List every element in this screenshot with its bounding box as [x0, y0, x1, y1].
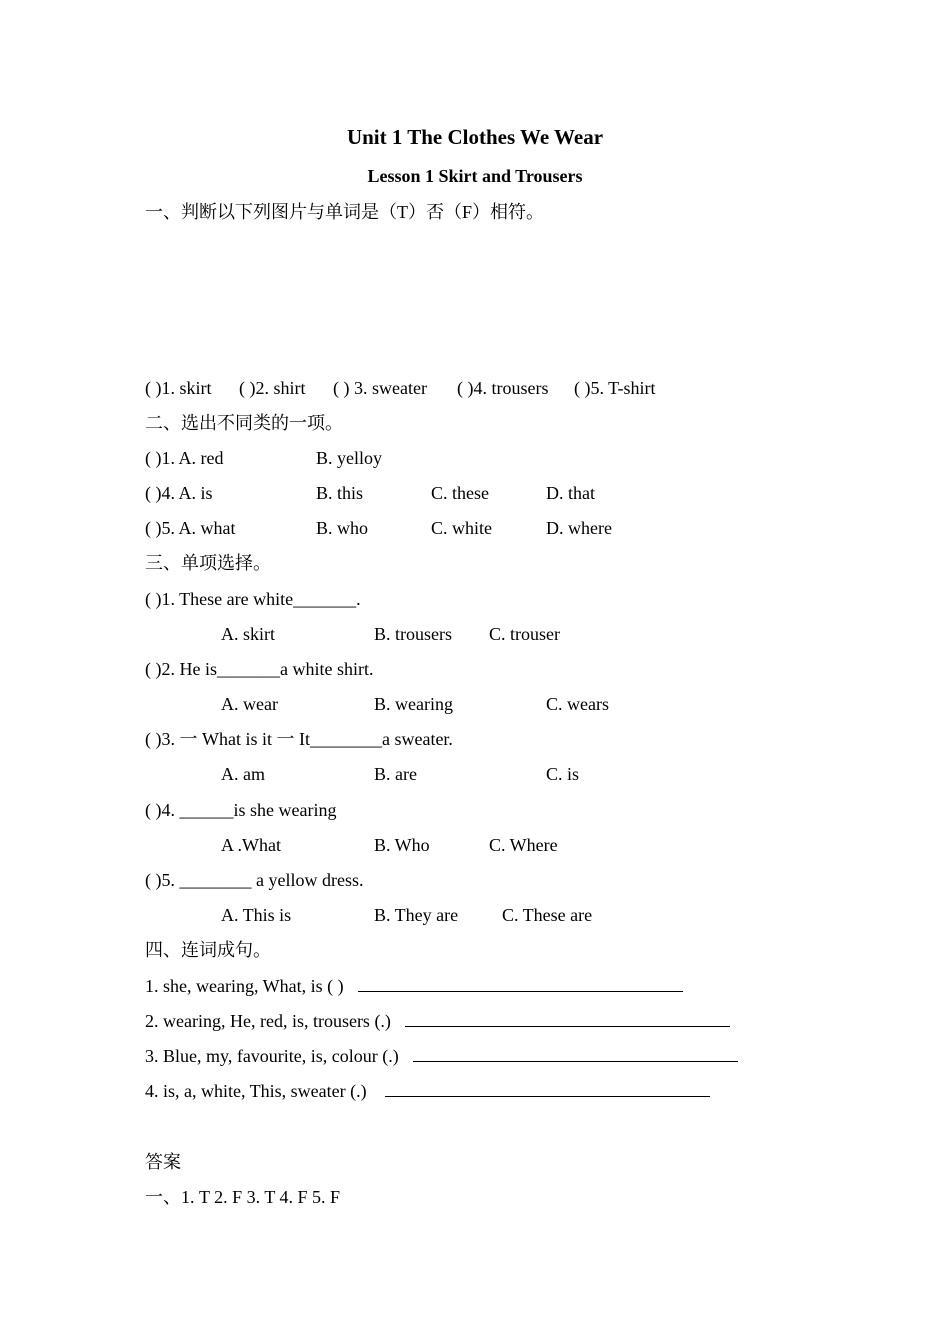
page-title: Unit 1 The Clothes We Wear — [346, 125, 604, 149]
lesson-subtitle: Lesson 1 Skirt and Trousers — [367, 166, 583, 186]
option-c: C. is — [546, 764, 580, 784]
option-c: C. These are — [502, 905, 593, 925]
option-a: A. skirt — [221, 624, 275, 644]
option-c: C. Where — [489, 835, 558, 855]
answer-line — [358, 974, 683, 992]
question-number: ( )4. A. is — [145, 483, 213, 503]
option-c: C. wears — [546, 694, 609, 714]
option-b: B. wearing — [374, 694, 453, 714]
sentence-item — [145, 974, 683, 998]
answers-line: 一、1. T 2. F 3. T 4. F 5. F — [145, 1187, 341, 1207]
option-b: B. yelloy — [316, 448, 382, 468]
option-c: C. white — [431, 518, 492, 538]
sentence-item — [145, 1009, 730, 1033]
scrambled-words: 3. Blue, my, favourite, is, colour (.) — [145, 1046, 399, 1066]
question-number: ( )1. A. red — [145, 448, 224, 468]
question-stem: ( )3. 一 What is it 一 It________a sweater. — [145, 729, 453, 749]
section1-item: ( )5. T-shirt — [574, 378, 656, 398]
section1-item: ( )1. skirt — [145, 378, 212, 398]
option-b: B. Who — [374, 835, 430, 855]
option-b: B. trousers — [374, 624, 452, 644]
option-b: B. are — [374, 764, 417, 784]
option-a: A. am — [221, 764, 265, 784]
question-stem: ( )2. He is_______a white shirt. — [145, 659, 374, 679]
scrambled-words: 2. wearing, He, red, is, trousers (.) — [145, 1011, 391, 1031]
option-d: D. where — [546, 518, 612, 538]
answers-heading: 答案 — [145, 1152, 181, 1172]
sentence-item — [145, 1079, 710, 1103]
scrambled-words: 4. is, a, white, This, sweater (.) — [145, 1081, 367, 1101]
section3-heading: 三、单项选择。 — [145, 553, 271, 573]
option-b: B. They are — [374, 905, 459, 925]
section1-item: ( )4. trousers — [457, 378, 549, 398]
section1-item: ( )2. shirt — [239, 378, 306, 398]
answer-line — [405, 1009, 730, 1027]
option-b: B. who — [316, 518, 369, 538]
answer-line — [385, 1079, 710, 1097]
question-stem: ( )5. ________ a yellow dress. — [145, 870, 364, 890]
answer-line — [413, 1044, 738, 1062]
sentence-item — [145, 1044, 738, 1068]
question-stem: ( )1. These are white_______. — [145, 589, 361, 609]
section2-heading: 二、选出不同类的一项。 — [145, 413, 343, 433]
question-number: ( )5. A. what — [145, 518, 236, 538]
section1-item: ( ) 3. sweater — [333, 378, 427, 398]
option-c: C. these — [431, 483, 489, 503]
option-d: D. that — [546, 483, 595, 503]
scrambled-words: 1. she, wearing, What, is ( ) — [145, 976, 344, 996]
option-c: C. trouser — [489, 624, 560, 644]
option-b: B. this — [316, 483, 364, 503]
section4-heading: 四、连词成句。 — [145, 940, 271, 960]
option-a: A .What — [221, 835, 281, 855]
question-stem: ( )4. ______is she wearing — [145, 800, 337, 820]
option-a: A. wear — [221, 694, 278, 714]
option-a: A. This is — [221, 905, 292, 925]
section1-heading: 一、判断以下列图片与单词是（T）否（F）相符。 — [145, 202, 545, 222]
